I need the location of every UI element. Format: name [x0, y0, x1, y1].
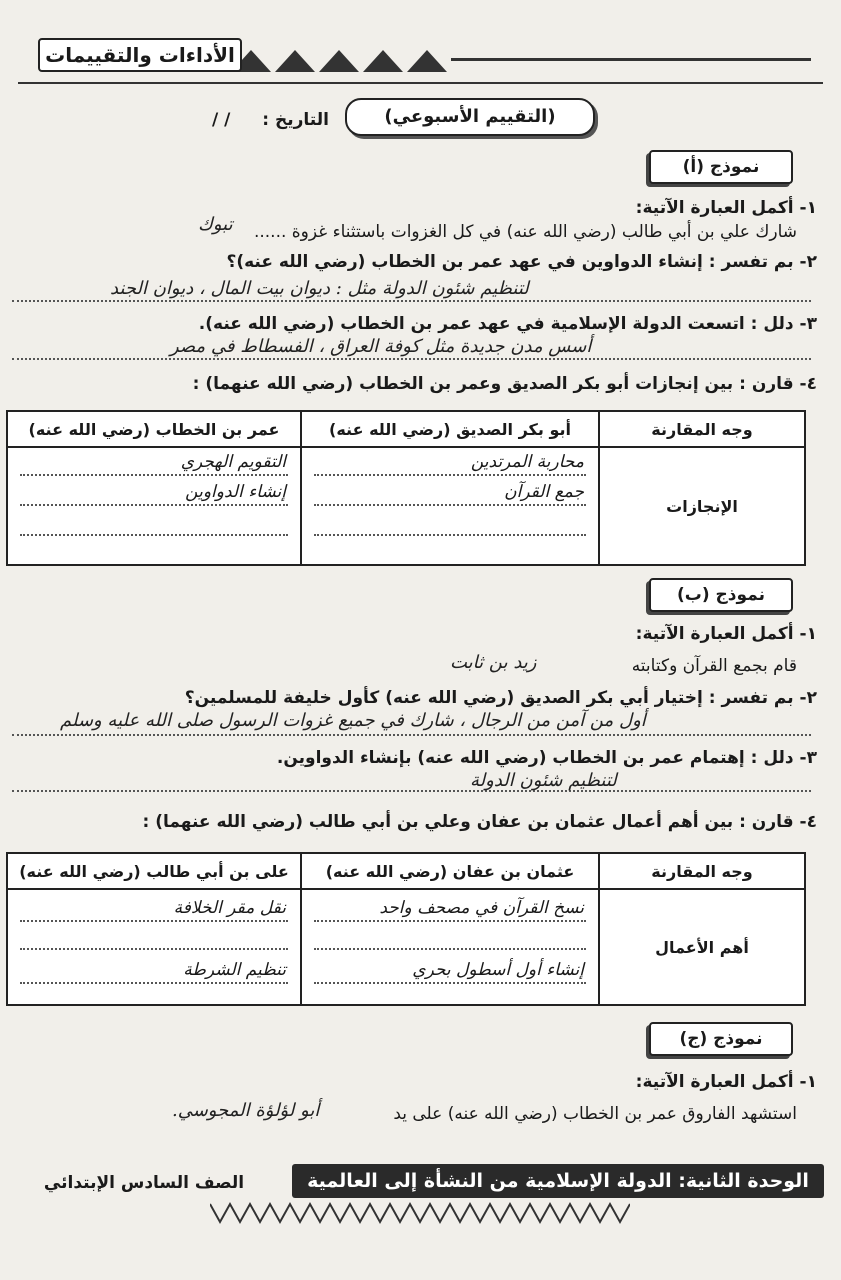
model-b-comparison-table — [6, 852, 806, 1006]
table-header: عثمان بن عفان (رضي الله عنه) — [301, 853, 599, 889]
answer-line — [12, 300, 811, 302]
work-item: إنشاء أول أسطول بحري — [412, 960, 584, 980]
answer-line — [12, 790, 811, 792]
model-a-q1-answer: تبوك — [198, 214, 233, 235]
row-label: أهم الأعمال — [599, 889, 805, 1005]
work-item: تنظيم الشرطة — [183, 960, 286, 980]
answer-line — [12, 734, 811, 736]
weekly-assessment-title: (التقييم الأسبوعي) — [345, 98, 595, 136]
work-item: نقل مقر الخلافة — [173, 898, 286, 918]
achievement-item: إنشاء الدواوين — [185, 482, 286, 502]
model-b-q1-title: ١- أكمل العبارة الآتية: — [635, 624, 817, 644]
table-cell — [301, 889, 599, 1005]
unit-banner: الوحدة الثانية: الدولة الإسلامية من النشأة إلى العالمية — [292, 1164, 824, 1198]
achievement-item: التقويم الهجري — [180, 452, 286, 472]
achievement-item: محاربة المرتدين — [470, 452, 584, 472]
table-header: أبو بكر الصديق (رضي الله عنه) — [301, 411, 599, 447]
model-c-label: نموذج (ج) — [649, 1022, 793, 1056]
table-cell — [301, 447, 599, 565]
model-a-q4-title: ٤- قارن : بين إنجازات أبو بكر الصديق وعمر بن الخطاب (رضي الله عنهما) : — [192, 374, 817, 394]
table-cell — [7, 889, 301, 1005]
table-header: وجه المقارنة — [599, 853, 805, 889]
model-b-q2-title: ٢- بم تفسر : إختيار أبي بكر الصديق (رضي الله عنه) كأول خليفة للمسلمين؟ — [184, 688, 817, 708]
header-divider — [18, 82, 823, 84]
section-header: الأداءات والتقييمات — [38, 38, 242, 72]
table-header: على بن أبي طالب (رضي الله عنه) — [7, 853, 301, 889]
grade-label: الصف السادس الإبتدائي — [43, 1173, 245, 1193]
date-value: / / — [212, 110, 231, 130]
model-b-label: نموذج (ب) — [649, 578, 793, 612]
model-b-q4-title: ٤- قارن : بين أهم أعمال عثمان بن عفان وعلي بن أبي طالب (رضي الله عنهما) : — [142, 812, 817, 832]
model-a-label: نموذج (أ) — [649, 150, 793, 184]
model-a-q1-title: ١- أكمل العبارة الآتية: — [635, 198, 817, 218]
date-field — [212, 110, 329, 130]
model-b-q1-answer: زيد بن ثابت — [450, 652, 537, 673]
model-b-q3-answer: لتنظيم شئون الدولة — [470, 770, 617, 791]
model-a-q2-title: ٢- بم تفسر : إنشاء الدواوين في عهد عمر بن الخطاب (رضي الله عنه)؟ — [226, 252, 817, 272]
work-item: نسخ القرآن في مصحف واحد — [379, 898, 584, 918]
model-a-q3-answer: أسس مدن جديدة مثل كوفة العراق ، الفسطاط في مصر — [170, 336, 592, 357]
model-a-q3-title: ٣- دلل : اتسعت الدولة الإسلامية في عهد عمر بن الخطاب (رضي الله عنه). — [198, 314, 817, 334]
row-label: الإنجازات — [599, 447, 805, 565]
model-a-q2-answer: لتنظيم شئون الدولة مثل : ديوان بيت المال ، ديوان الجند — [110, 278, 529, 299]
achievement-item: جمع القرآن — [504, 482, 584, 502]
table-header: عمر بن الخطاب (رضي الله عنه) — [7, 411, 301, 447]
bottom-ornament — [210, 1200, 630, 1226]
table-cell — [7, 447, 301, 565]
model-c-q1-title: ١- أكمل العبارة الآتية: — [635, 1072, 817, 1092]
model-c-q1-text: استشهد الفاروق عمر بن الخطاب (رضي الله عنه) على يد — [393, 1104, 797, 1124]
model-b-q1-text: قام بجمع القرآن وكتابته — [631, 656, 797, 676]
model-b-q2-answer: أول من آمن من الرجال ، شارك في جميع غزوات الرسول صلى الله عليه وسلم — [60, 710, 646, 731]
model-a-q1-text: شارك علي بن أبي طالب (رضي الله عنه) في كل الغزوات باستثناء غزوة ...... — [253, 222, 797, 242]
model-c-q1-answer: أبو لؤلؤة المجوسي. — [172, 1100, 320, 1121]
date-label: التاريخ : — [262, 110, 329, 130]
model-a-comparison-table — [6, 410, 806, 566]
model-b-q3-title: ٣- دلل : إهتمام عمر بن الخطاب (رضي الله عنه) بإنشاء الدواوين. — [276, 748, 817, 768]
top-ornament — [231, 44, 811, 72]
answer-line — [12, 358, 811, 360]
table-header: وجه المقارنة — [599, 411, 805, 447]
